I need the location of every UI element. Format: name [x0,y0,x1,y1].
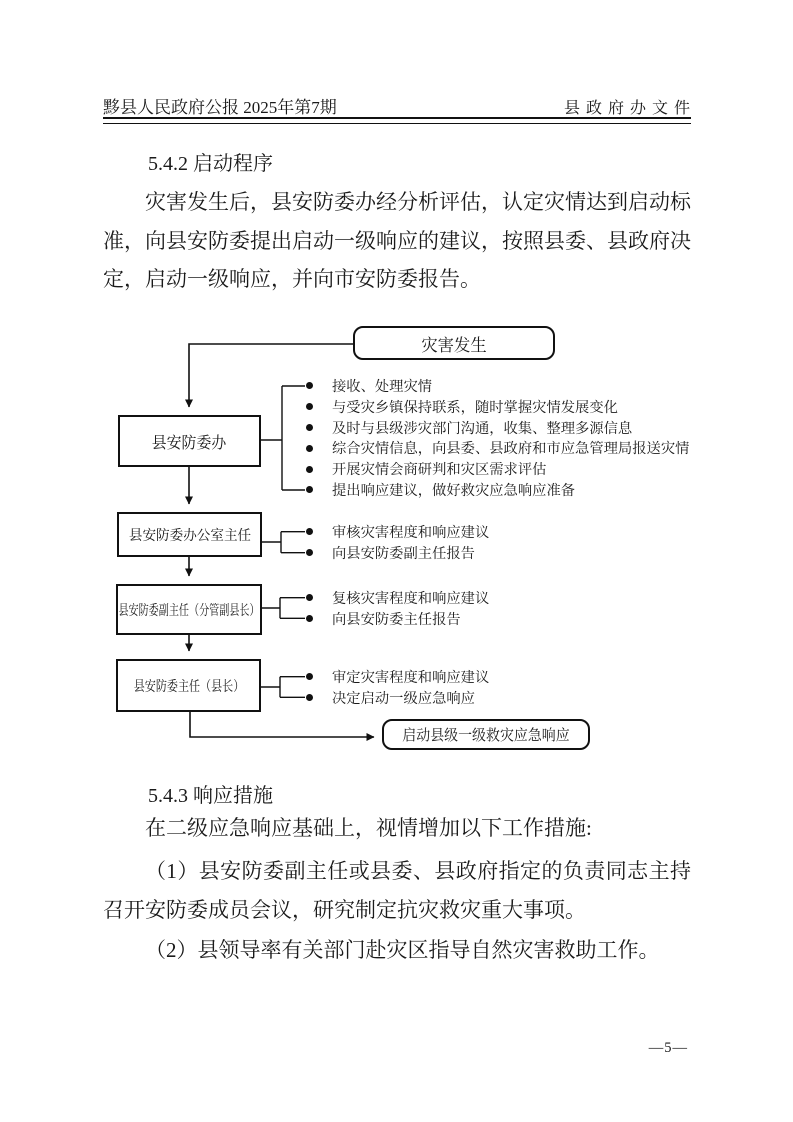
bullet-text: 接收、处理灾情 [332,378,433,395]
paragraph-542: 灾害发生后，县安防委办经分析评估，认定灾情达到启动标准，向县安防委提出启动一级响应的建议，按照县委、县政府决定，启动一级响应，并向市安防委报告。 [103,190,691,291]
bullet-text: 与受灾乡镇保持联系，随时掌握灾情发展变化 [332,399,618,416]
flow-node-disaster-occurs [353,326,555,360]
bullet-dot-icon [306,594,313,601]
flow-node-label: 县安防委主任（县长） [133,679,244,695]
header-document-category: 县政府办文件 [563,100,696,117]
paragraph-543-item1: （1）县安防委副主任或县委、县政府指定的负责同志主持召开安防委成员会议，研究制定抗灾救灾重大事项。 [103,859,691,922]
flow-node-office-director [117,512,262,557]
header-double-rule [103,117,691,124]
bracket-node1 [261,386,305,490]
bullet-text: 综合灾情信息，向县委、县政府和市应急管理局报送灾情 [332,441,690,458]
bullet-dot-icon [306,673,313,680]
flow-node-launch-response [382,719,590,750]
list-item [306,396,689,417]
bullet-group-node3 [306,587,489,629]
bullet-text: 决定启动一级应急响应 [332,690,475,707]
flow-node-label: 启动县级一级救灾应急响应 [402,728,570,744]
header-publication-title: 黟县人民政府公报 2025年第7期 [103,98,337,117]
list-item [306,459,689,480]
bullet-dot-icon [306,466,313,473]
list-item [306,608,489,629]
bullet-group-node4 [306,666,489,708]
bracket-node2 [262,532,305,553]
list-item [306,542,489,563]
bullet-dot-icon [306,403,313,410]
bullet-dot-icon [306,528,313,535]
list-item [306,521,489,542]
section-heading-543: 5.4.3 响应措施 [148,785,273,807]
bullet-dot-icon [306,694,313,701]
bullet-dot-icon [306,445,313,452]
paragraph-543-intro: 在二级应急响应基础上，视情增加以下工作措施: [145,816,592,840]
list-item [306,687,489,708]
list-item [306,438,689,459]
connector-node4-to-end [190,712,374,737]
page-number: —5— [648,1040,688,1056]
bullet-dot-icon [306,549,313,556]
flow-node-deputy-director [116,584,262,635]
bullet-text: 向县安防委副主任报告 [332,545,475,562]
bullet-text: 复核灾害程度和响应建议 [332,590,490,607]
bullet-text: 开展灾情会商研判和灾区需求评估 [332,462,547,479]
bracket-node3 [262,598,305,619]
bullet-dot-icon [306,486,313,493]
list-item [306,480,689,501]
list-item [306,666,489,687]
flow-node-label: 县安防委副主任（分管副县长） [118,603,260,619]
flow-node-director [116,659,261,712]
list-item [306,587,489,608]
paragraph-543-item2: （2）县领导率有关部门赴灾区指导自然灾害救助工作。 [145,938,660,962]
bullet-dot-icon [306,424,313,431]
bullet-dot-icon [306,382,313,389]
flow-node-label: 县安防委办 [152,434,227,452]
bullet-text: 审核灾害程度和响应建议 [332,524,490,541]
list-item [306,417,689,438]
flow-node-label: 灾害发生 [421,335,487,355]
bullet-text: 提出响应建议，做好救灾应急响应准备 [332,482,576,499]
flow-node-safety-committee-office [118,415,261,467]
bracket-node4 [261,677,305,698]
bullet-text: 及时与县级涉灾部门沟通，收集、整理多源信息 [332,420,633,437]
bullet-group-node1 [306,376,689,501]
bullet-dot-icon [306,615,313,622]
section-heading-542: 5.4.2 启动程序 [148,153,273,175]
bullet-text: 审定灾害程度和响应建议 [332,669,490,686]
bullet-text: 向县安防委主任报告 [332,611,461,628]
flow-node-label: 县安防委办公室主任 [128,528,251,544]
list-item [306,376,689,397]
bullet-group-node2 [306,521,489,563]
